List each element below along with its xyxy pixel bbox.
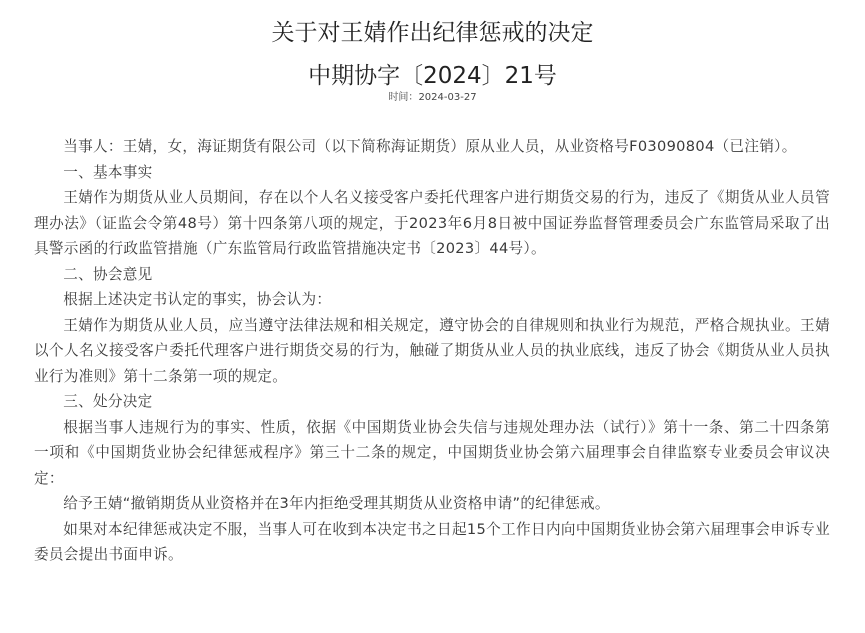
publish-time xyxy=(0,91,865,105)
section-heading-decision: 三、处分决定 xyxy=(63,393,153,410)
document-body xyxy=(34,134,830,568)
opinion-intro-paragraph: 根据上述决定书认定的事实，协会认为： xyxy=(63,291,332,308)
publish-time-label: 时间： xyxy=(388,92,419,103)
facts-paragraph: 王婧作为期货从业人员期间，存在以个人名义接受客户委托代理客户进行期货交易的行为，违反了《期货从业人员管理办法》（证监会令第48号）第十四条第八项的规定，于2023年6月8日被中国证券监督管理委员会广东监管局采取了出具警示函的行政监管措施（广东监管局行政监管措施决定书〔2023〕44号）。 xyxy=(34,189,830,257)
party-paragraph: 当事人：王婧，女，海证期货有限公司（以下简称海证期货）原从业人员，从业资格号F03090804（已注销）。 xyxy=(63,138,797,155)
decision-basis-paragraph: 根据当事人违规行为的事实、性质，依据《中国期货业协会失信与违规处理办法（试行）》第十一条、第二十四条第一项和《中国期货业协会纪律惩戒程序》第三十二条的规定，中国期货业协会第六届理事会自律监察专业委员会审议决定： xyxy=(34,418,830,487)
publish-time-value: 2024-03-27 xyxy=(418,92,477,103)
section-heading-facts: 一、基本事实 xyxy=(63,163,153,181)
decision-paragraph: 给予王婧“撤销期货从业资格并在3年内拒绝受理其期货从业资格申请”的纪律惩戒。 xyxy=(63,495,610,512)
appeal-paragraph: 如果对本纪律惩戒决定不服，当事人可在收到本决定书之日起15个工作日内向中国期货业协会第六届理事会申诉专业委员会提出书面申诉。 xyxy=(34,520,830,563)
document-title: 关于对王婧作出纪律惩戒的决定 xyxy=(271,20,594,46)
section-heading-opinion: 二、协会意见 xyxy=(63,265,153,283)
opinion-paragraph: 王婧作为期货从业人员，应当遵守法律法规和相关规定，遵守协会的自律规则和执业行为规范，严格合规执业。王婧以个人名义接受客户委托代理客户进行期货交易的行为，触碰了期货从业人员的执业底线，违反了协会《期货从业人员执业行为准则》第十二条第一项的规定。 xyxy=(34,316,830,385)
document-number: 中期协字〔2024〕21号 xyxy=(308,63,557,89)
